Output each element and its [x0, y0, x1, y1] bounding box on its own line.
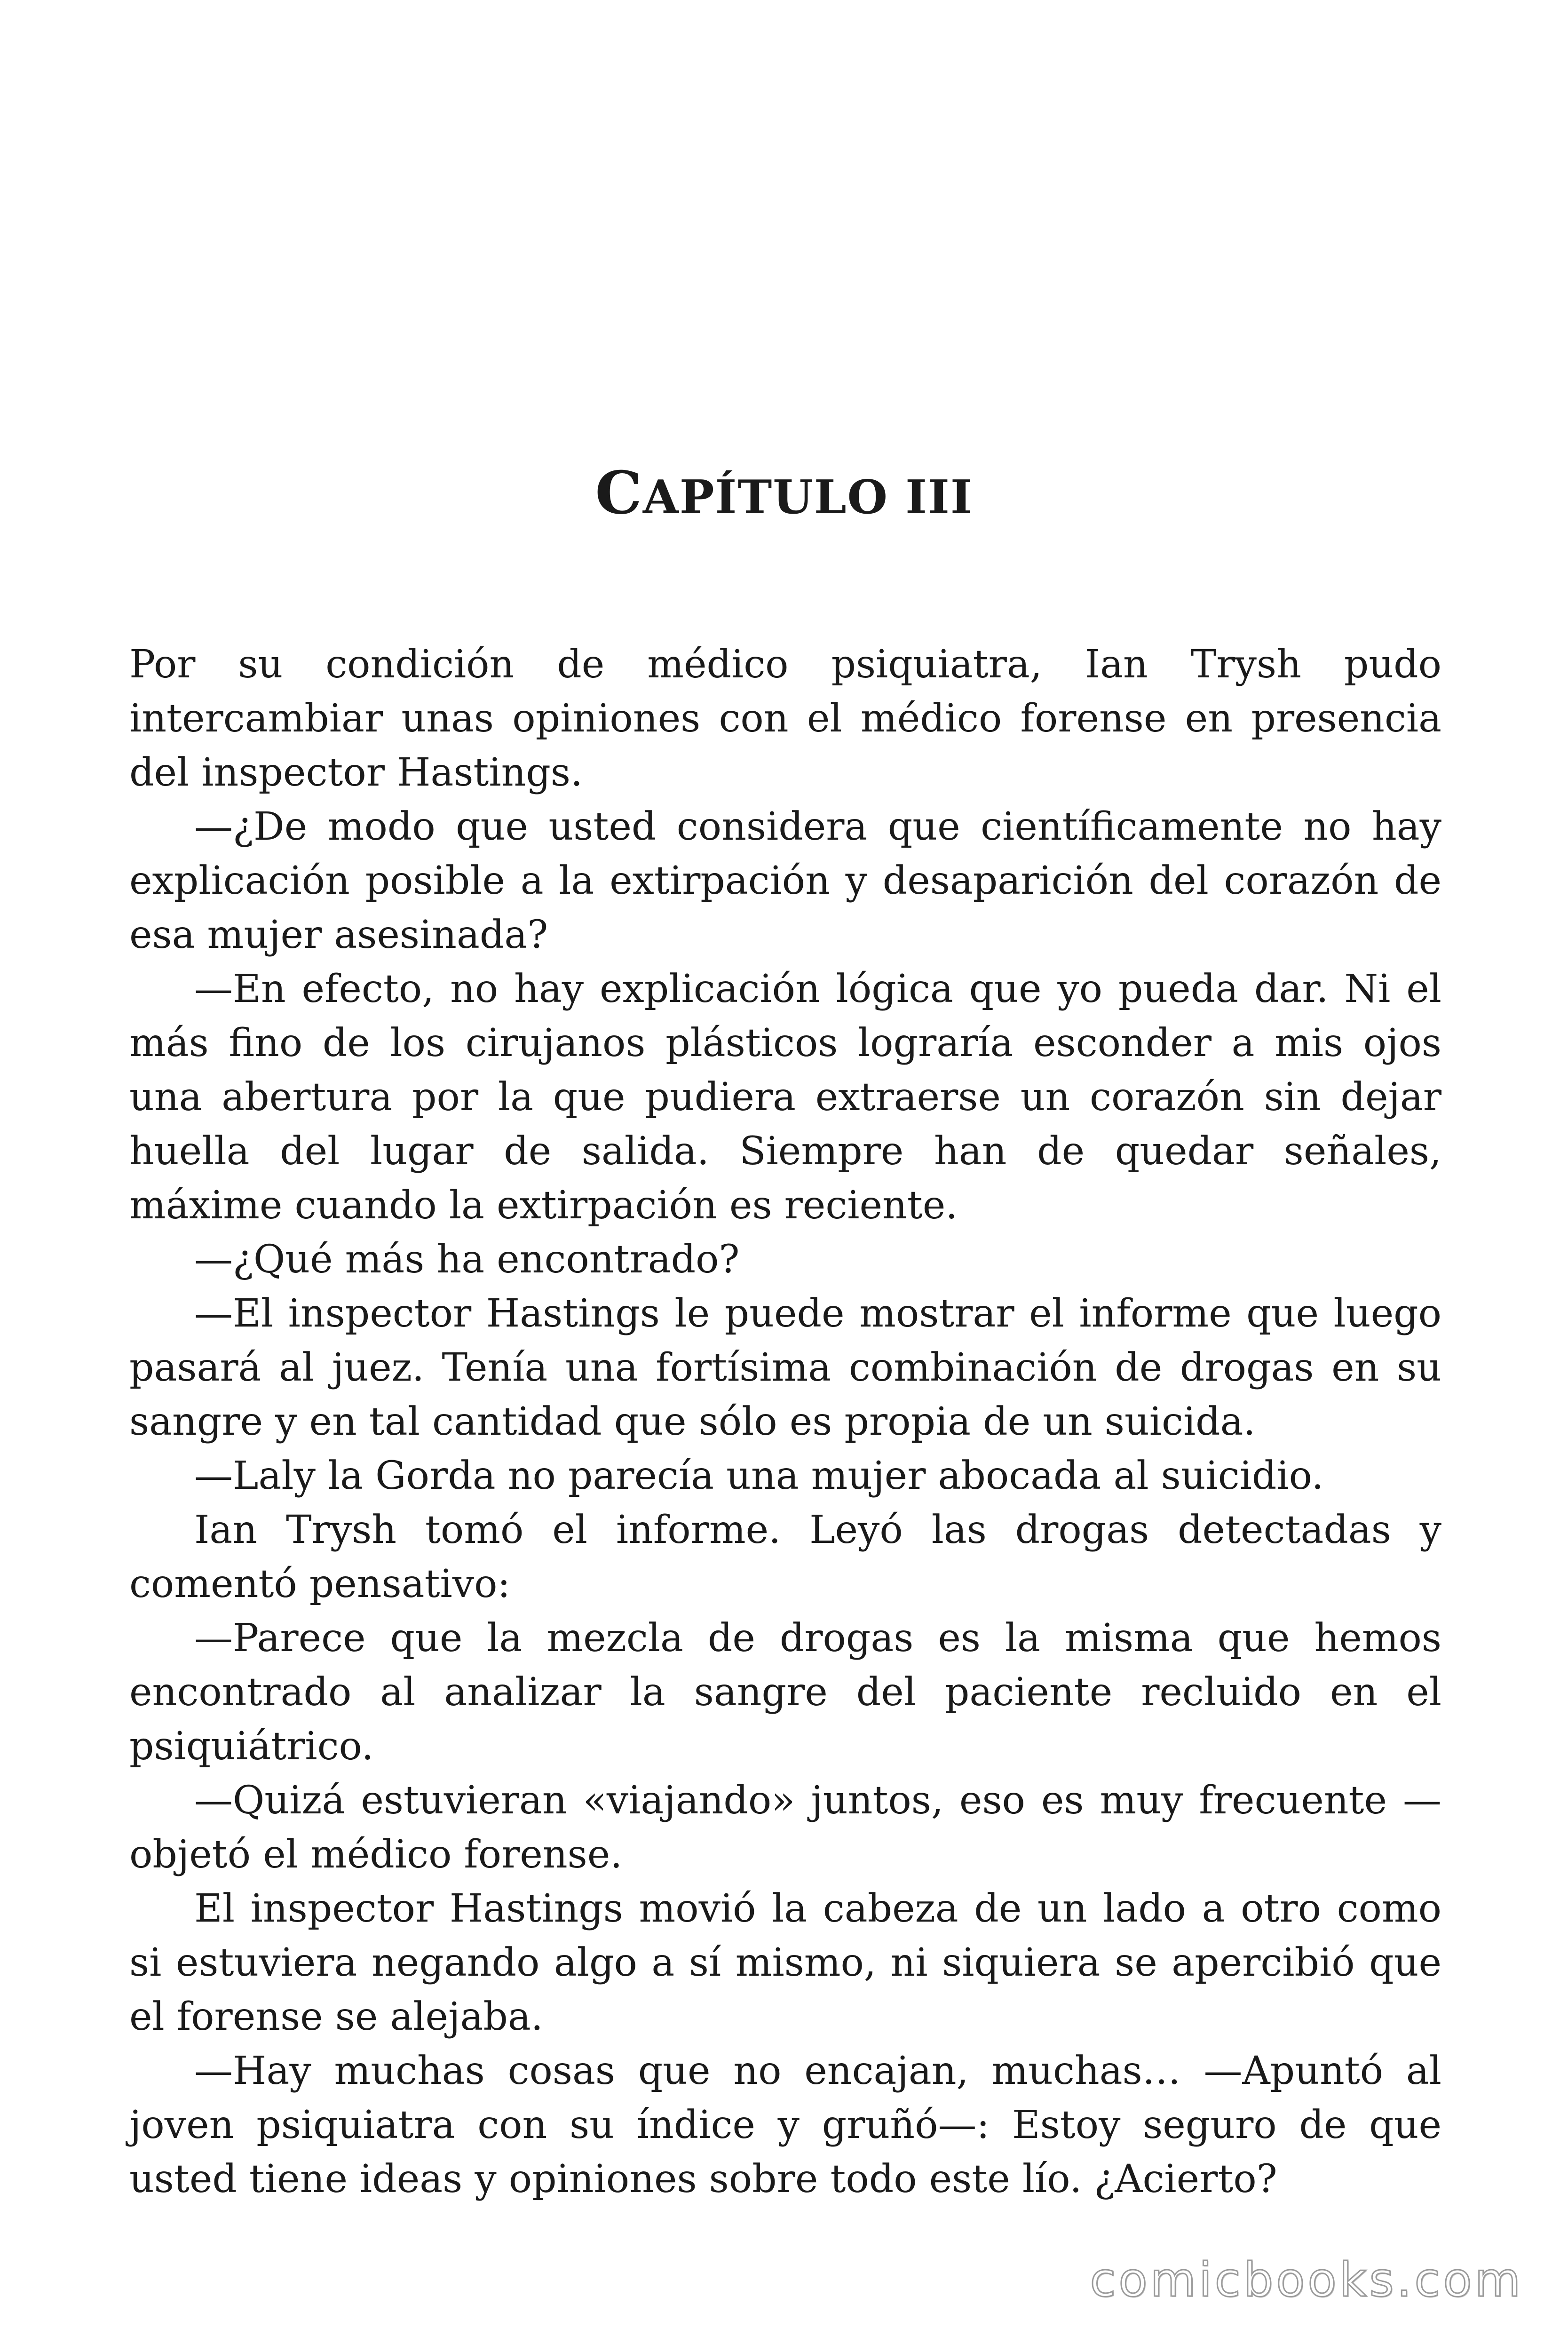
paragraph: —Parece que la mezcla de drogas es la misma que hemos encontrado al analizar la sangre del paciente recluido en el psiquiátrico. — [129, 1616, 1441, 1769]
paragraph: Ian Trysh tomó el informe. Leyó las drogas detectadas y comentó pensativo: — [129, 1508, 1441, 1606]
paragraph: —¿Qué más ha encontrado? — [194, 1237, 740, 1282]
paragraph: Por su condición de médico psiquiatra, Ian Trysh pudo intercambiar unas opiniones con el médico forense en presencia del inspector Hastings. — [129, 642, 1441, 795]
chapter-body — [129, 637, 1441, 2206]
paragraph: —En efecto, no hay explicación lógica que yo pueda dar. Ni el más fino de los cirujanos plásticos lograría esconder a mis ojos una abertura por la que pudiera extraerse un corazón sin dejar huella del lugar de salida. Siempre han de quedar señales, máxime cuando la extirpación es reciente. — [129, 967, 1441, 1228]
paragraph: —Laly la Gorda no parecía una mujer abocada al suicidio. — [194, 1454, 1324, 1498]
chapter-title — [0, 459, 1568, 527]
paragraph: —Hay muchas cosas que no encajan, muchas… —Apuntó al joven psiquiatra con su índice y gruñó—: Estoy seguro de que usted tiene ideas y opiniones sobre todo este lío. ¿Acierto? — [129, 2049, 1441, 2201]
chapter-title-initial: C — [595, 459, 643, 527]
chapter-title-rest: APÍTULO III — [642, 470, 973, 524]
paragraph: —El inspector Hastings le puede mostrar el informe que luego pasará al juez. Tenía una fortísima combinación de drogas en su sangre y en tal cantidad que sólo es propia de un suicida. — [129, 1291, 1441, 1444]
paragraph: El inspector Hastings movió la cabeza de un lado a otro como si estuviera negando algo a sí mismo, ni siquiera se apercibió que el forense se alejaba. — [129, 1886, 1441, 2039]
watermark-text: comicbooks.com — [1090, 2252, 1523, 2307]
paragraph: —Quizá estuvieran «viajando» juntos, eso es muy frecuente —objetó el médico forense. — [129, 1778, 1441, 1877]
paragraph: —¿De modo que usted considera que científicamente no hay explicación posible a la extirpación y desaparición del corazón de esa mujer asesinada? — [129, 804, 1441, 957]
